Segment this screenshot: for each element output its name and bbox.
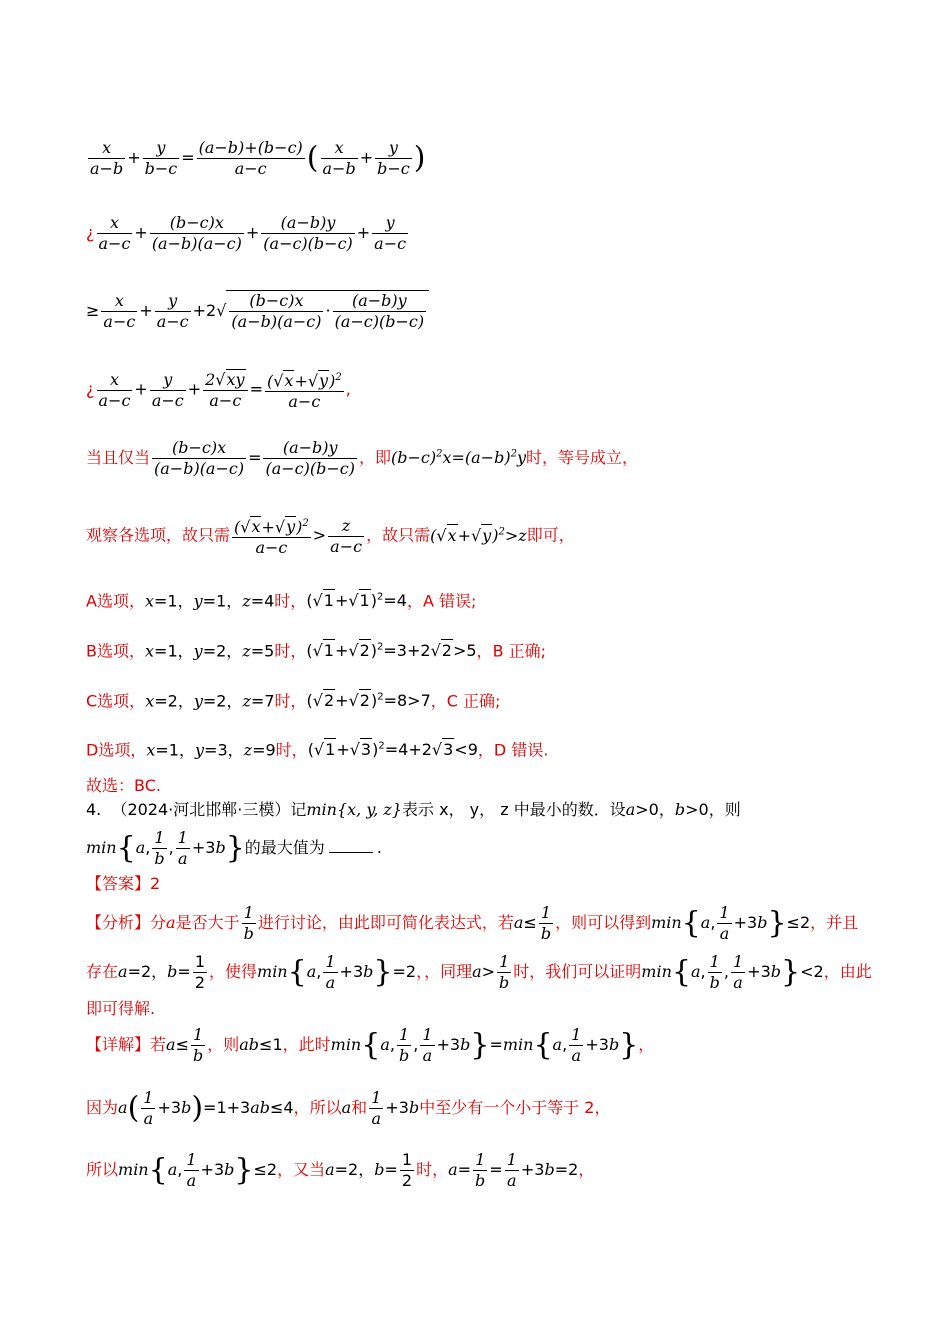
analysis-line-3: 即可得解. xyxy=(86,999,156,1018)
analysis-line-2: 存在a=2，b= $\frac{1}{2}$ ，使得min{a, $\frac{1}{a}$ +3b}=2，，同理a> $\frac{1}{b}$ 时，我们可以证明min{a, $\frac{1}{b}$ , $\frac{1}{a}$ +3b}<2，由此 xyxy=(86,952,872,992)
option-d-line: D选项，x=1，y=3，z=9时，$(√1+√3)^2=4+2√3<9$，D 错误. xyxy=(86,740,549,760)
detail-line-2: 因为a( $\frac{1}{a}$ +3b)=1+3ab≤4，所以a和 $\frac{1}{a}$ +3b中至少有一个小于等于 2， xyxy=(86,1088,611,1128)
option-b-line: B选项，x=1，y=2，z=5时，$(√1+√2)^2=3+2√2>5$，B 正确; xyxy=(86,641,547,661)
problem-4-statement: 4. （2024·河北邯郸·三模）记min{x, y, z}表示 x， y， z 中最小的数．设a>0，b>0，则 xyxy=(86,800,741,819)
conclusion: 故选：BC. xyxy=(86,776,161,795)
observe-line: 观察各选项，故只需 $\frac{(√x+√y)^2}{a-c}$ > $\frac{z}{a-c}$ ，故只需$(√x+√y)^2>z$即可， xyxy=(86,515,575,558)
equality-condition: 当且仅当 $\frac{(b-c)x}{(a-b)(a-c)}$ = $\frac{(a-b)y}{(a-c)(b-c)}$ ，即$(b-c)^2x=(a-b)^2y$时，等号成立， xyxy=(86,438,638,478)
detail-line-3: 所以min{a, $\frac{1}{a}$ +3b}≤2，又当a=2，b= $\frac{1}{2}$ 时，a= $\frac{1}{b}$ = $\frac{1}{a}$ +3b=2， xyxy=(86,1150,595,1190)
analysis-line-1: 【分析】分a是否大于 $\frac{1}{b}$ 进行讨论，由此即可简化表达式，若a≤ $\frac{1}{b}$ ，则可以得到min{a, $\frac{1}{a}$ +3b}≤2，并且 xyxy=(86,903,859,943)
equation-line-1: $\frac{x}{a-b}$ + $\frac{y}{b-c}$ = $\frac{(a-b)+(b-c)}{a-c}$ ( $\frac{x}{a-b}$ + $\frac{y}{b-c}$ ) xyxy=(90,138,426,178)
equation-line-3: ≥ $\frac{x}{a-c}$ + $\frac{y}{a-c}$ +2√ $\frac{(b-c)x}{(a-b)(a-c)}$ · $\frac{(a-b)y}{(a-c)(b-c)}$ xyxy=(86,290,864,332)
answer-line: 【答案】2 xyxy=(86,874,161,893)
equation-line-2: ¿ $\frac{x}{a-c}$ + $\frac{(b-c)x}{(a-b)(a-c)}$ + $\frac{(a-b)y}{(a-c)(b-c)}$ + $\frac{y}{a-c}$ xyxy=(86,213,407,253)
problem-4-question: min{a, $\frac{1}{b}$ , $\frac{1}{a}$ +3b}的最大值为 . xyxy=(86,828,382,868)
answer-blank xyxy=(329,838,373,853)
detail-line-1: 【详解】若a≤ $\frac{1}{b}$ ，则ab≤1，此时min{a, $\frac{1}{b}$ , $\frac{1}{a}$ +3b}=min{a, $\frac{1}{a}$ +3b}， xyxy=(86,1025,655,1065)
option-a-line: A选项，x=1，y=1，z=4时，$(√1+√1)^2=4$，A 错误; xyxy=(86,591,477,611)
option-c-line: C选项，x=2，y=2，z=7时，$(√2+√2)^2=8>7$，C 正确; xyxy=(86,691,501,711)
equation-line-4: ¿ $\frac{x}{a-c}$ + $\frac{y}{a-c}$ + $\frac{2√xy}{a-c}$ = $\frac{(√x+√y)^2}{a-c}$ , xyxy=(86,369,351,412)
